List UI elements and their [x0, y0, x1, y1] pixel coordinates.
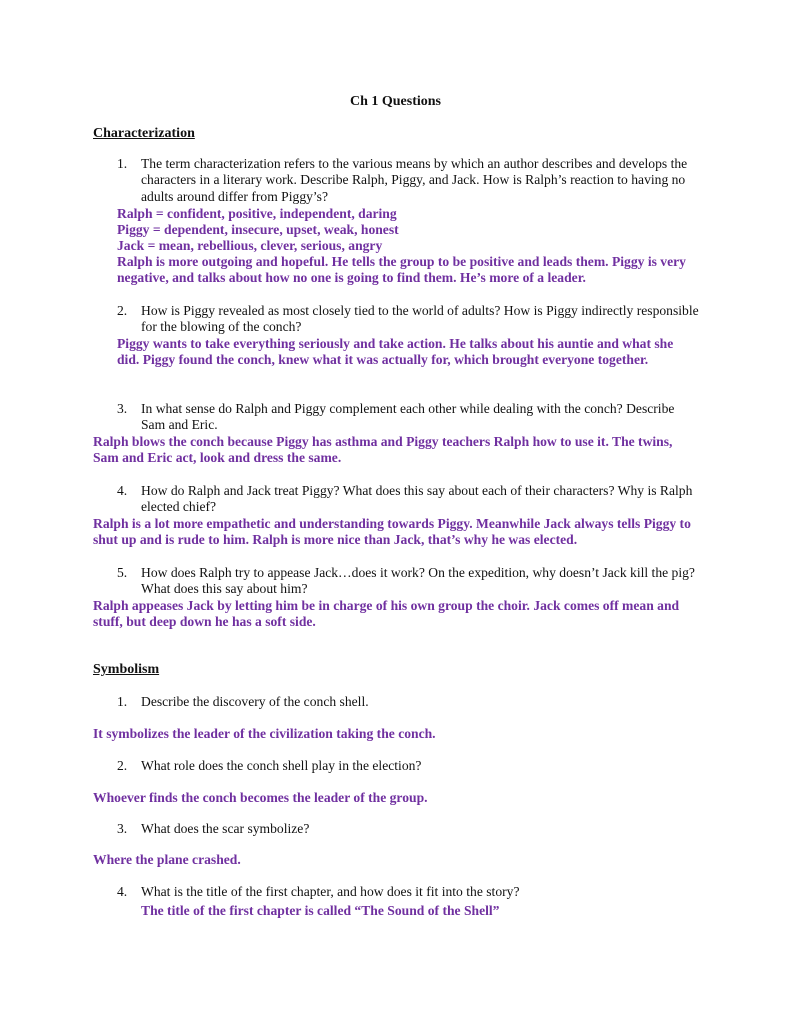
characterization-question-4 [117, 483, 717, 517]
question-text: How do Ralph and Jack treat Piggy? What does this say about each of their characters? Why is Ralph elected chief? [141, 483, 693, 515]
characterization-question-2 [117, 303, 717, 337]
question-text: The term characterization refers to the various means by which an author describes and develops the characters in a literary work. Describe Ralph, Piggy, and Jack. How is Ralph’s reaction to having no adults around differ from Piggy’s? [141, 156, 688, 204]
symbolism-question-3 [117, 821, 717, 839]
question-number: 5. [117, 565, 128, 580]
question-number: 4. [117, 884, 128, 899]
answer-paragraph: Ralph appeases Jack by letting him be in charge of his own group the choir. Jack comes off mean and stuff, but deep down he has a soft side. [93, 598, 680, 630]
question-text: In what sense do Ralph and Piggy complement each other while dealing with the conch? Describe Sam and Eric. [141, 401, 675, 433]
answer-line: It symbolizes the leader of the civilization taking the conch. [93, 726, 436, 741]
question-text: What is the title of the first chapter, and how does it fit into the story? [141, 884, 520, 899]
symbolism-question-4 [117, 884, 717, 902]
answer-paragraph: Ralph is more outgoing and hopeful. He tells the group to be positive and leads them. Piggy is very negative, and talks about how no one is going to find them. He’s more of a leader. [117, 254, 686, 286]
question-number: 2. [117, 303, 128, 318]
answer-line: The title of the first chapter is called “The Sound of the Shell” [141, 903, 500, 918]
symbolism-question-1 [117, 694, 717, 712]
question-text: How does Ralph try to appease Jack…does it work? On the expedition, why doesn’t Jack kill the pig? What does this say about him? [141, 565, 695, 597]
question-text: Describe the discovery of the conch shell. [141, 694, 369, 709]
characterization-question-3 [117, 401, 717, 435]
question-number: 1. [117, 694, 128, 709]
question-number: 2. [117, 758, 128, 773]
answer-line: Where the plane crashed. [93, 852, 241, 867]
question-number: 3. [117, 821, 128, 836]
answer-paragraph: Piggy wants to take everything seriously and take action. He talks about his auntie and what she did. Piggy found the conch, knew what it was actually for, which brought everyone together. [117, 336, 674, 368]
question-number: 3. [117, 401, 128, 416]
characterization-question-1 [117, 156, 717, 206]
answer-line: Jack = mean, rebellious, clever, serious, angry [117, 238, 383, 253]
characterization-heading: Characterization [93, 126, 195, 141]
question-number: 4. [117, 483, 128, 498]
answer-line: Ralph = confident, positive, independent, daring [117, 206, 397, 221]
answer-line: Piggy = dependent, insecure, upset, weak, honest [117, 222, 399, 237]
answer-paragraph: Ralph is a lot more empathetic and understanding towards Piggy. Meanwhile Jack always tells Piggy to shut up and is rude to him. Ralph is more nice than Jack, that’s why he was elected. [93, 516, 691, 548]
question-number: 1. [117, 156, 128, 171]
symbolism-question-2 [117, 758, 717, 776]
question-text: What role does the conch shell play in the election? [141, 758, 422, 773]
answer-paragraph: Ralph blows the conch because Piggy has asthma and Piggy teachers Ralph how to use it. The twins, Sam and Eric act, look and dress the same. [93, 434, 673, 466]
question-text: What does the scar symbolize? [141, 821, 310, 836]
characterization-question-5 [117, 565, 717, 599]
question-text: How is Piggy revealed as most closely tied to the world of adults? How is Piggy indirectly responsible for the blowing of the conch? [141, 303, 699, 335]
answer-line: Whoever finds the conch becomes the leader of the group. [93, 790, 428, 805]
symbolism-heading: Symbolism [93, 662, 160, 677]
page-title: Ch 1 Questions [349, 94, 442, 109]
